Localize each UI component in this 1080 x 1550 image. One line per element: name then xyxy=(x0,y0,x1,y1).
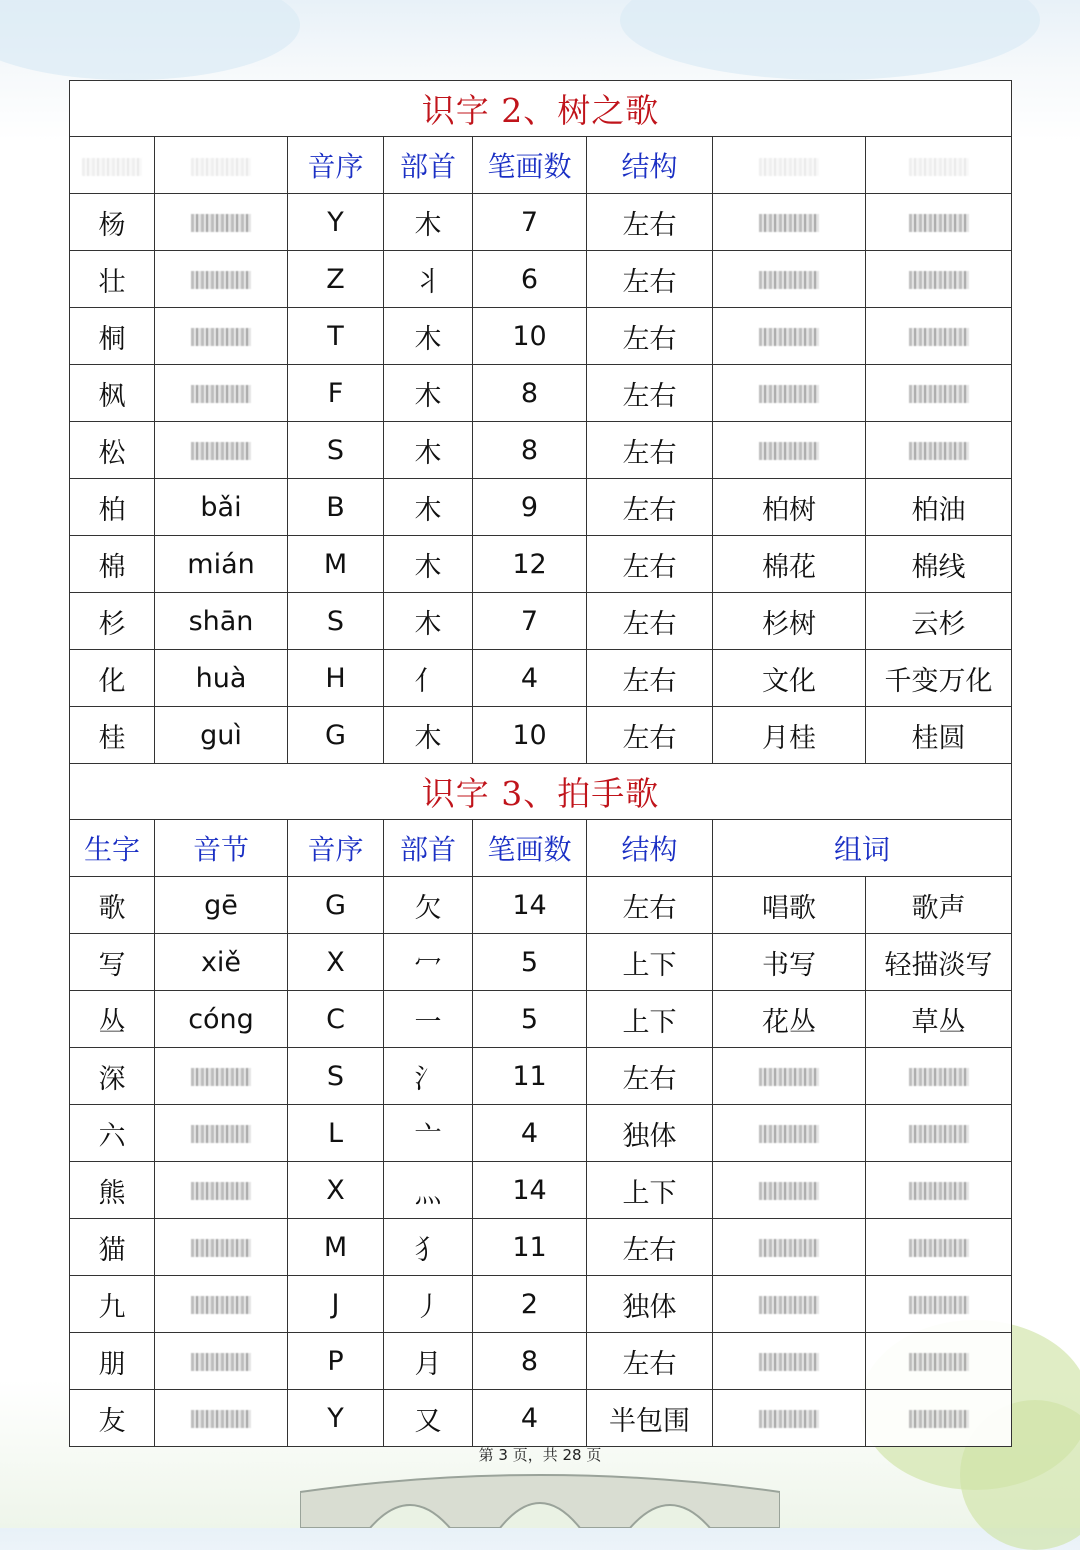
cell-strokes: 8 xyxy=(473,365,587,422)
header-pinyin: 音节 xyxy=(155,820,288,877)
cell-char: 桐 xyxy=(70,308,155,365)
cell-pinyin: mián xyxy=(155,536,288,593)
table-row xyxy=(70,422,1012,479)
page-footer: 第 3 页，共 28 页 xyxy=(478,1446,602,1464)
cell-order: G xyxy=(288,707,384,764)
cell-strokes: 11 xyxy=(473,1219,587,1276)
cell-radical: 木 xyxy=(384,536,473,593)
obscured-text xyxy=(191,442,251,460)
cell-word1 xyxy=(713,365,866,422)
cell-radical: 丬 xyxy=(384,251,473,308)
header-structure: 结构 xyxy=(587,820,713,877)
cell-word2 xyxy=(866,1333,1012,1390)
cell-radical: 木 xyxy=(384,422,473,479)
cell-strokes: 10 xyxy=(473,707,587,764)
cell-pinyin xyxy=(155,1333,288,1390)
cell-char: 松 xyxy=(70,422,155,479)
cell-order: S xyxy=(288,422,384,479)
cell-strokes: 2 xyxy=(473,1276,587,1333)
cell-word2 xyxy=(866,1390,1012,1447)
obscured-text xyxy=(759,1068,819,1086)
cell-word1: 文化 xyxy=(713,650,866,707)
table-row xyxy=(70,593,1012,650)
cell-word1 xyxy=(713,251,866,308)
cell-char: 猫 xyxy=(70,1219,155,1276)
cell-char: 六 xyxy=(70,1105,155,1162)
cell-char: 写 xyxy=(70,934,155,991)
obscured-text xyxy=(759,328,819,346)
obscured-text xyxy=(909,158,969,176)
table-row xyxy=(70,1390,1012,1447)
bridge-illustration xyxy=(300,1462,780,1528)
cell-radical: 灬 xyxy=(384,1162,473,1219)
header-cell xyxy=(866,137,1012,194)
cell-char: 朋 xyxy=(70,1333,155,1390)
section3-title-row xyxy=(70,764,1012,820)
header-cell: 部首 xyxy=(384,137,473,194)
header-cell xyxy=(155,137,288,194)
cell-word2: 棉线 xyxy=(866,536,1012,593)
cell-word2 xyxy=(866,422,1012,479)
header-strokes: 笔画数 xyxy=(473,820,587,877)
obscured-text xyxy=(909,1125,969,1143)
cell-order: J xyxy=(288,1276,384,1333)
sky-cloud-decoration xyxy=(620,0,1040,80)
cell-pinyin: shān xyxy=(155,593,288,650)
obscured-text xyxy=(191,1068,251,1086)
table-row xyxy=(70,1162,1012,1219)
cell-radical: 氵 xyxy=(384,1048,473,1105)
obscured-text xyxy=(909,1296,969,1314)
cell-word1 xyxy=(713,308,866,365)
cell-order: C xyxy=(288,991,384,1048)
cell-strokes: 4 xyxy=(473,1390,587,1447)
table-row xyxy=(70,1333,1012,1390)
obscured-text xyxy=(909,1410,969,1428)
table-row xyxy=(70,479,1012,536)
obscured-text xyxy=(759,1182,819,1200)
section2-title-row xyxy=(70,81,1012,137)
cell-char: 丛 xyxy=(70,991,155,1048)
cell-radical: 木 xyxy=(384,707,473,764)
cell-word1 xyxy=(713,1276,866,1333)
cell-pinyin xyxy=(155,251,288,308)
obscured-text xyxy=(759,442,819,460)
header-cell xyxy=(70,137,155,194)
header-cell: 结构 xyxy=(587,137,713,194)
cell-word2: 草丛 xyxy=(866,991,1012,1048)
table-row xyxy=(70,1276,1012,1333)
cell-strokes: 12 xyxy=(473,536,587,593)
cell-pinyin xyxy=(155,194,288,251)
cell-structure: 左右 xyxy=(587,1333,713,1390)
cell-strokes: 5 xyxy=(473,934,587,991)
cell-structure: 左右 xyxy=(587,479,713,536)
header-order: 音序 xyxy=(288,820,384,877)
cell-char: 壮 xyxy=(70,251,155,308)
cell-char: 棉 xyxy=(70,536,155,593)
cell-structure: 左右 xyxy=(587,536,713,593)
cell-pinyin: gē xyxy=(155,877,288,934)
cell-radical: 犭 xyxy=(384,1219,473,1276)
cell-structure: 左右 xyxy=(587,308,713,365)
cell-word1: 唱歌 xyxy=(713,877,866,934)
obscured-text xyxy=(759,1410,819,1428)
cell-word2 xyxy=(866,308,1012,365)
obscured-text xyxy=(909,1353,969,1371)
cell-char: 化 xyxy=(70,650,155,707)
cell-order: L xyxy=(288,1105,384,1162)
cell-strokes: 4 xyxy=(473,1105,587,1162)
cell-word1 xyxy=(713,1333,866,1390)
cell-strokes: 14 xyxy=(473,1162,587,1219)
obscured-text xyxy=(759,271,819,289)
obscured-text xyxy=(909,1068,969,1086)
header-char: 生字 xyxy=(70,820,155,877)
cell-word1: 棉花 xyxy=(713,536,866,593)
cell-pinyin: bǎi xyxy=(155,479,288,536)
cell-order: M xyxy=(288,1219,384,1276)
sky-cloud-decoration xyxy=(0,0,300,80)
obscured-text xyxy=(909,385,969,403)
obscured-text xyxy=(909,1239,969,1257)
cell-strokes: 7 xyxy=(473,194,587,251)
obscured-text xyxy=(191,1296,251,1314)
cell-order: M xyxy=(288,536,384,593)
obscured-text xyxy=(191,1239,251,1257)
cell-word2 xyxy=(866,1276,1012,1333)
header-cell: 笔画数 xyxy=(473,137,587,194)
section3-header-row xyxy=(70,820,1012,877)
cell-strokes: 8 xyxy=(473,1333,587,1390)
cell-word1: 月桂 xyxy=(713,707,866,764)
cell-order: X xyxy=(288,934,384,991)
cell-pinyin: huà xyxy=(155,650,288,707)
obscured-text xyxy=(191,214,251,232)
obscured-text xyxy=(191,1125,251,1143)
cell-structure: 左右 xyxy=(587,194,713,251)
cell-structure: 左右 xyxy=(587,251,713,308)
cell-structure: 独体 xyxy=(587,1276,713,1333)
cell-char: 杨 xyxy=(70,194,155,251)
cell-radical: 木 xyxy=(384,308,473,365)
cell-structure: 上下 xyxy=(587,1162,713,1219)
cell-word2 xyxy=(866,251,1012,308)
cell-structure: 半包围 xyxy=(587,1390,713,1447)
cell-word1 xyxy=(713,422,866,479)
cell-radical: 丿 xyxy=(384,1276,473,1333)
cell-strokes: 7 xyxy=(473,593,587,650)
obscured-text xyxy=(909,442,969,460)
cell-radical: 又 xyxy=(384,1390,473,1447)
cell-order: S xyxy=(288,1048,384,1105)
obscured-text xyxy=(909,328,969,346)
cell-radical: 木 xyxy=(384,479,473,536)
cell-word2 xyxy=(866,1219,1012,1276)
cell-word2: 千变万化 xyxy=(866,650,1012,707)
cell-order: S xyxy=(288,593,384,650)
cell-radical: 冖 xyxy=(384,934,473,991)
obscured-text xyxy=(909,271,969,289)
cell-word2 xyxy=(866,1105,1012,1162)
cell-strokes: 5 xyxy=(473,991,587,1048)
obscured-text xyxy=(191,271,251,289)
table-row xyxy=(70,536,1012,593)
obscured-text xyxy=(191,328,251,346)
table-row xyxy=(70,194,1012,251)
section2-header-row xyxy=(70,137,1012,194)
obscured-text xyxy=(759,1125,819,1143)
cell-radical: 月 xyxy=(384,1333,473,1390)
cell-strokes: 10 xyxy=(473,308,587,365)
obscured-text xyxy=(909,1182,969,1200)
table-row xyxy=(70,707,1012,764)
table-row xyxy=(70,1219,1012,1276)
cell-word1 xyxy=(713,1390,866,1447)
cell-structure: 独体 xyxy=(587,1105,713,1162)
cell-order: G xyxy=(288,877,384,934)
vocabulary-table xyxy=(69,80,1012,1447)
table-row xyxy=(70,365,1012,422)
cell-structure: 上下 xyxy=(587,991,713,1048)
cell-word2: 云杉 xyxy=(866,593,1012,650)
cell-word1: 花丛 xyxy=(713,991,866,1048)
cell-char: 枫 xyxy=(70,365,155,422)
cell-pinyin xyxy=(155,1105,288,1162)
cell-word1 xyxy=(713,1219,866,1276)
table-row xyxy=(70,650,1012,707)
cell-char: 熊 xyxy=(70,1162,155,1219)
obscured-text xyxy=(191,158,251,176)
cell-structure: 左右 xyxy=(587,707,713,764)
cell-pinyin xyxy=(155,1390,288,1447)
cell-word1: 书写 xyxy=(713,934,866,991)
cell-word2: 柏油 xyxy=(866,479,1012,536)
cell-radical: 木 xyxy=(384,593,473,650)
obscured-text xyxy=(759,1353,819,1371)
cell-word2 xyxy=(866,365,1012,422)
header-radical: 部首 xyxy=(384,820,473,877)
table-row xyxy=(70,877,1012,934)
cell-word1 xyxy=(713,1048,866,1105)
cell-order: P xyxy=(288,1333,384,1390)
obscured-text xyxy=(191,1410,251,1428)
cell-word2: 歌声 xyxy=(866,877,1012,934)
cell-word1: 柏树 xyxy=(713,479,866,536)
cell-pinyin xyxy=(155,365,288,422)
table-row xyxy=(70,991,1012,1048)
header-cell xyxy=(713,137,866,194)
cell-order: H xyxy=(288,650,384,707)
cell-word1: 杉树 xyxy=(713,593,866,650)
cell-radical: 木 xyxy=(384,365,473,422)
cell-pinyin xyxy=(155,308,288,365)
cell-word2 xyxy=(866,1162,1012,1219)
cell-char: 杉 xyxy=(70,593,155,650)
cell-pinyin: guì xyxy=(155,707,288,764)
table-row xyxy=(70,934,1012,991)
cell-word1 xyxy=(713,194,866,251)
cell-structure: 左右 xyxy=(587,422,713,479)
obscured-text xyxy=(191,1353,251,1371)
header-cell: 音序 xyxy=(288,137,384,194)
cell-radical: 亠 xyxy=(384,1105,473,1162)
cell-char: 友 xyxy=(70,1390,155,1447)
cell-pinyin xyxy=(155,1219,288,1276)
cell-strokes: 4 xyxy=(473,650,587,707)
cell-char: 柏 xyxy=(70,479,155,536)
cell-structure: 左右 xyxy=(587,365,713,422)
obscured-text xyxy=(759,214,819,232)
cell-radical: 亻 xyxy=(384,650,473,707)
cell-pinyin: xiě xyxy=(155,934,288,991)
table-row xyxy=(70,308,1012,365)
cell-radical: 一 xyxy=(384,991,473,1048)
cell-strokes: 6 xyxy=(473,251,587,308)
cell-structure: 左右 xyxy=(587,1048,713,1105)
obscured-text xyxy=(759,1296,819,1314)
cell-structure: 左右 xyxy=(587,1219,713,1276)
cell-strokes: 14 xyxy=(473,877,587,934)
cell-radical: 欠 xyxy=(384,877,473,934)
cell-word1 xyxy=(713,1105,866,1162)
cell-pinyin xyxy=(155,1276,288,1333)
cell-char: 九 xyxy=(70,1276,155,1333)
table-row xyxy=(70,251,1012,308)
cell-structure: 左右 xyxy=(587,650,713,707)
obscured-text xyxy=(191,385,251,403)
cell-order: T xyxy=(288,308,384,365)
cell-word2 xyxy=(866,194,1012,251)
cell-pinyin xyxy=(155,1048,288,1105)
cell-strokes: 8 xyxy=(473,422,587,479)
table-row xyxy=(70,1105,1012,1162)
cell-order: Z xyxy=(288,251,384,308)
cell-pinyin xyxy=(155,422,288,479)
cell-pinyin: cóng xyxy=(155,991,288,1048)
cell-char: 桂 xyxy=(70,707,155,764)
cell-word1 xyxy=(713,1162,866,1219)
cell-char: 歌 xyxy=(70,877,155,934)
obscured-text xyxy=(759,1239,819,1257)
cell-radical: 木 xyxy=(384,194,473,251)
cell-strokes: 9 xyxy=(473,479,587,536)
obscured-text xyxy=(82,158,142,176)
cell-structure: 左右 xyxy=(587,593,713,650)
cell-order: B xyxy=(288,479,384,536)
cell-word2 xyxy=(866,1048,1012,1105)
obscured-text xyxy=(191,1182,251,1200)
cell-word2: 轻描淡写 xyxy=(866,934,1012,991)
cell-structure: 左右 xyxy=(587,877,713,934)
obscured-text xyxy=(759,158,819,176)
cell-strokes: 11 xyxy=(473,1048,587,1105)
section2-title: 识字 2、树之歌 xyxy=(70,81,1012,137)
cell-order: F xyxy=(288,365,384,422)
cell-order: Y xyxy=(288,1390,384,1447)
cell-char: 深 xyxy=(70,1048,155,1105)
cell-order: Y xyxy=(288,194,384,251)
cell-word2: 桂圆 xyxy=(866,707,1012,764)
cell-pinyin xyxy=(155,1162,288,1219)
obscured-text xyxy=(759,385,819,403)
obscured-text xyxy=(909,214,969,232)
cell-order: X xyxy=(288,1162,384,1219)
header-words: 组词 xyxy=(713,820,1012,877)
section3-title: 识字 3、拍手歌 xyxy=(70,764,1012,820)
table-row xyxy=(70,1048,1012,1105)
cell-structure: 上下 xyxy=(587,934,713,991)
